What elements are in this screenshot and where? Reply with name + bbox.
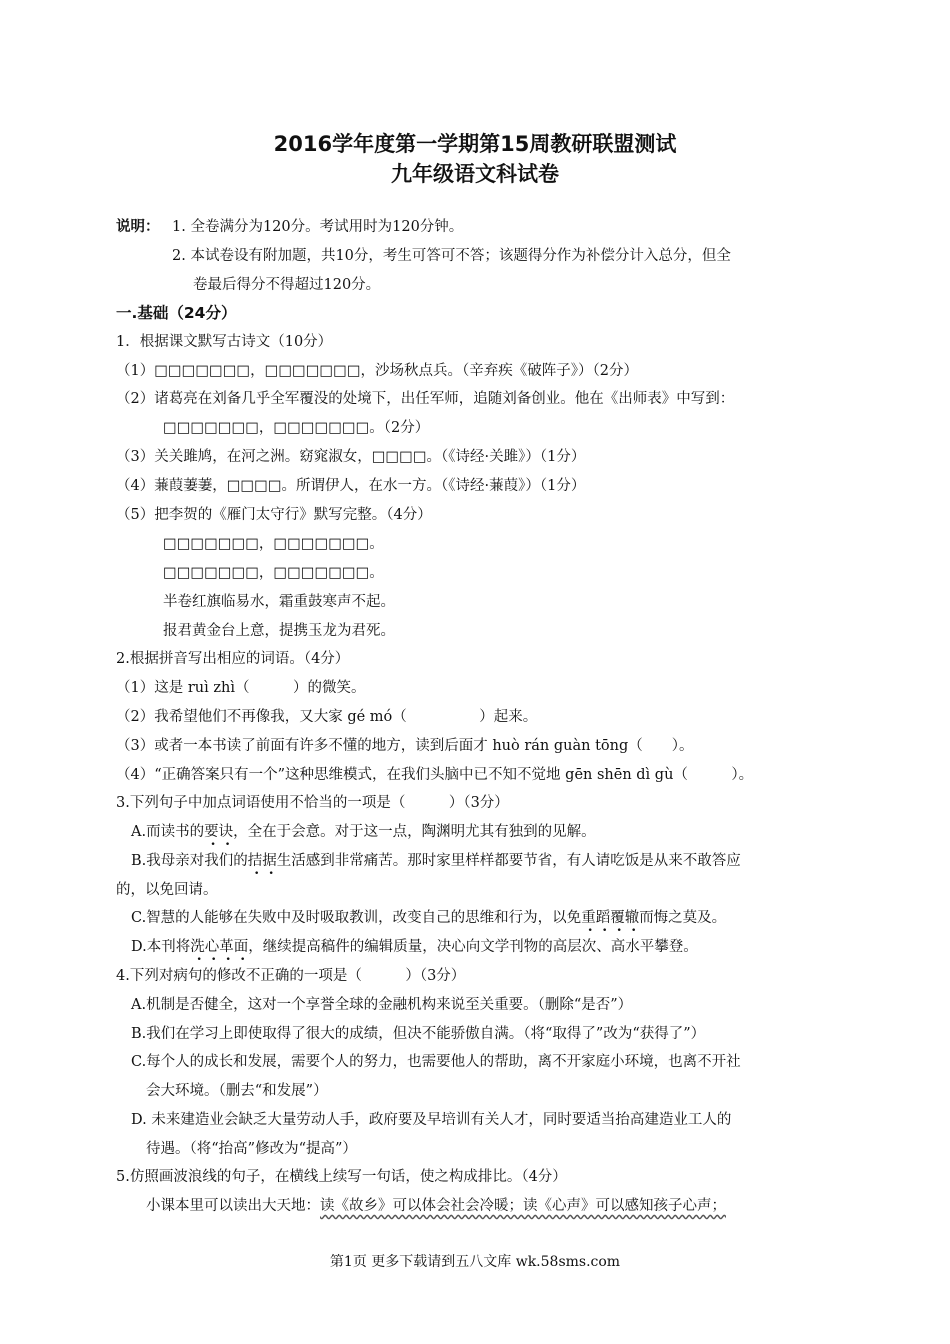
- q4-option-c-cont: 会大环境。（删去“和发展”）: [146, 1083, 328, 1099]
- q3-option-b: [131, 852, 741, 870]
- exam-title: 2016学年度第一学期第15周教研联盟测试: [273, 132, 677, 156]
- q4-option-a: A.机制是否健全，这对一个享誉全球的金融机构来说至关重要。（删除“是否”）: [131, 997, 633, 1013]
- q2-item-3: （3）或者一本书读了前面有许多不懂的地方，读到后面才 huò rán guàn tōng（ ）。: [116, 738, 694, 754]
- notes-label: 说明：: [116, 219, 160, 235]
- q3-b-post: 生活感到非常痛苦。那时家里样样都要节省，有人请吃饭是从来不敢答应: [276, 853, 741, 869]
- q3-option-a: [131, 823, 596, 841]
- q1-item-4: （4）蒹葭萋萋，□□□□。所谓伊人，在水一方。（《诗经·蒹葭》）（1分）: [116, 478, 586, 494]
- q3-b-dotted: [248, 853, 277, 869]
- q4-option-b: B.我们在学习上即使取得了很大的成绩，但决不能骄傲自满。（将“取得了”改为“获得了”）: [131, 1026, 706, 1042]
- q3-c-post: 而悔之莫及。: [639, 910, 727, 926]
- q3-a-pre: A.而读书的: [131, 824, 205, 840]
- q3-c-dotted: [581, 910, 639, 926]
- emphasis-char: 诀: [218, 824, 234, 840]
- exam-subtitle: 九年级语文科试卷: [391, 162, 559, 186]
- q4-stem: 4.下列对病句的修改不正确的一项是（ ）（3分）: [116, 968, 466, 984]
- q3-d-post: ，继续提高稿件的编辑质量，决心向文学刊物的高层次、高水平攀登。: [248, 939, 698, 955]
- q3-option-c: [131, 909, 726, 927]
- q5-lead: 小课本里可以读出大天地：: [146, 1198, 320, 1214]
- q3-d-pre: D.本刊将: [131, 939, 191, 955]
- q1-item-3: （3）关关雎鸠，在河之洲。窈窕淑女，□□□□。（《诗经·关雎》）（1分）: [116, 449, 586, 465]
- emphasis-char: 面: [233, 939, 249, 955]
- emphasis-char: 据: [262, 853, 277, 869]
- q3-a-post: ，全在于会意。对于这一点，陶渊明尤其有独到的见解。: [233, 824, 596, 840]
- q2-item-1: （1）这是 ruì zhì（ ）的微笑。: [116, 680, 366, 696]
- q3-c-pre: C.智慧的人能够在失败中及时吸取教训，改变自己的思维和行为，以免: [131, 910, 582, 926]
- q2-item-4: （4）“正确答案只有一个”这种思维模式，在我们头脑中已不知不觉地 gēn shēn dì gù（ ）。: [116, 767, 754, 783]
- q4-option-d-cont: 待遇。（将“抬高”修改为“提高”）: [146, 1141, 357, 1157]
- q1-item-2: （2）诸葛亮在刘备几乎全军覆没的处境下，出任军师，追随刘备创业。他在《出师表》中写到：: [116, 391, 735, 407]
- q3-stem: 3.下列句子中加点词语使用不恰当的一项是（ ）（3分）: [116, 795, 509, 811]
- q1-item-1: （1）□□□□□□□，□□□□□□□，沙场秋点兵。（辛弃疾《破阵子》）（2分）: [116, 363, 638, 379]
- note-1: 1. 全卷满分为120分。考试用时为120分钟。: [172, 219, 464, 235]
- q5-wavy-text: 读《故乡》可以体会社会冷暖；读《心声》可以感知孩子心声；: [320, 1198, 726, 1214]
- q5-stem: 5.仿照画波浪线的句子，在横线上续写一句话，使之构成排比。（4分）: [116, 1169, 567, 1185]
- emphasis-char: 拮: [247, 853, 263, 869]
- q4-option-d: D. 未来建造业会缺乏大量劳动人手，政府要及早培训有关人才，同时要适当抬高建造业工人的: [131, 1112, 732, 1128]
- q3-option-b-cont: 的，以免回请。: [116, 882, 218, 898]
- poem-line-1: □□□□□□□，□□□□□□□。: [163, 536, 384, 552]
- emphasis-char: 革: [219, 939, 234, 955]
- emphasis-char: 要: [204, 824, 219, 840]
- emphasis-char: 重: [581, 910, 596, 926]
- q3-option-d: [131, 938, 698, 956]
- emphasis-char: 覆: [610, 910, 625, 926]
- page-footer: 第1页 更多下载请到五八文库 wk.58sms.com: [329, 1254, 621, 1270]
- q1-item-5: （5）把李贺的《雁门太守行》默写完整。（4分）: [116, 507, 432, 523]
- poem-line-2: □□□□□□□，□□□□□□□。: [163, 565, 384, 581]
- q1-item-2-blanks: □□□□□□□，□□□□□□□。（2分）: [163, 420, 430, 436]
- q3-d-dotted: [190, 939, 248, 955]
- note-2-cont: 卷最后得分不得超过120分。: [193, 277, 381, 293]
- note-2: 2. 本试卷设有附加题，共10分，考生可答可不答；该题得分作为补偿分计入总分，但全: [172, 248, 731, 264]
- q3-b-pre: B.我母亲对我们的: [131, 853, 248, 869]
- emphasis-char: 蹈: [595, 910, 611, 926]
- poem-line-3: 半卷红旗临易水，霜重鼓寒声不起。: [163, 594, 395, 610]
- q3-a-dotted: [204, 824, 233, 840]
- emphasis-char: 洗: [190, 939, 205, 955]
- section-heading: 一.基础（24分）: [116, 304, 237, 322]
- q4-option-c: C.每个人的成长和发展，需要个人的努力，也需要他人的帮助，离不开家庭小环境，也离不开社: [131, 1054, 741, 1070]
- q2-stem: 2.根据拼音写出相应的词语。（4分）: [116, 651, 350, 667]
- q2-item-2: （2）我希望他们不再像我，又大家 gé mó（ ）起来。: [116, 709, 538, 725]
- q5-example: [146, 1197, 726, 1215]
- q1-stem: 1．根据课文默写古诗文（10分）: [116, 334, 333, 350]
- poem-line-4: 报君黄金台上意，提携玉龙为君死。: [163, 623, 395, 639]
- emphasis-char: 心: [204, 939, 220, 955]
- emphasis-char: 辙: [624, 910, 640, 926]
